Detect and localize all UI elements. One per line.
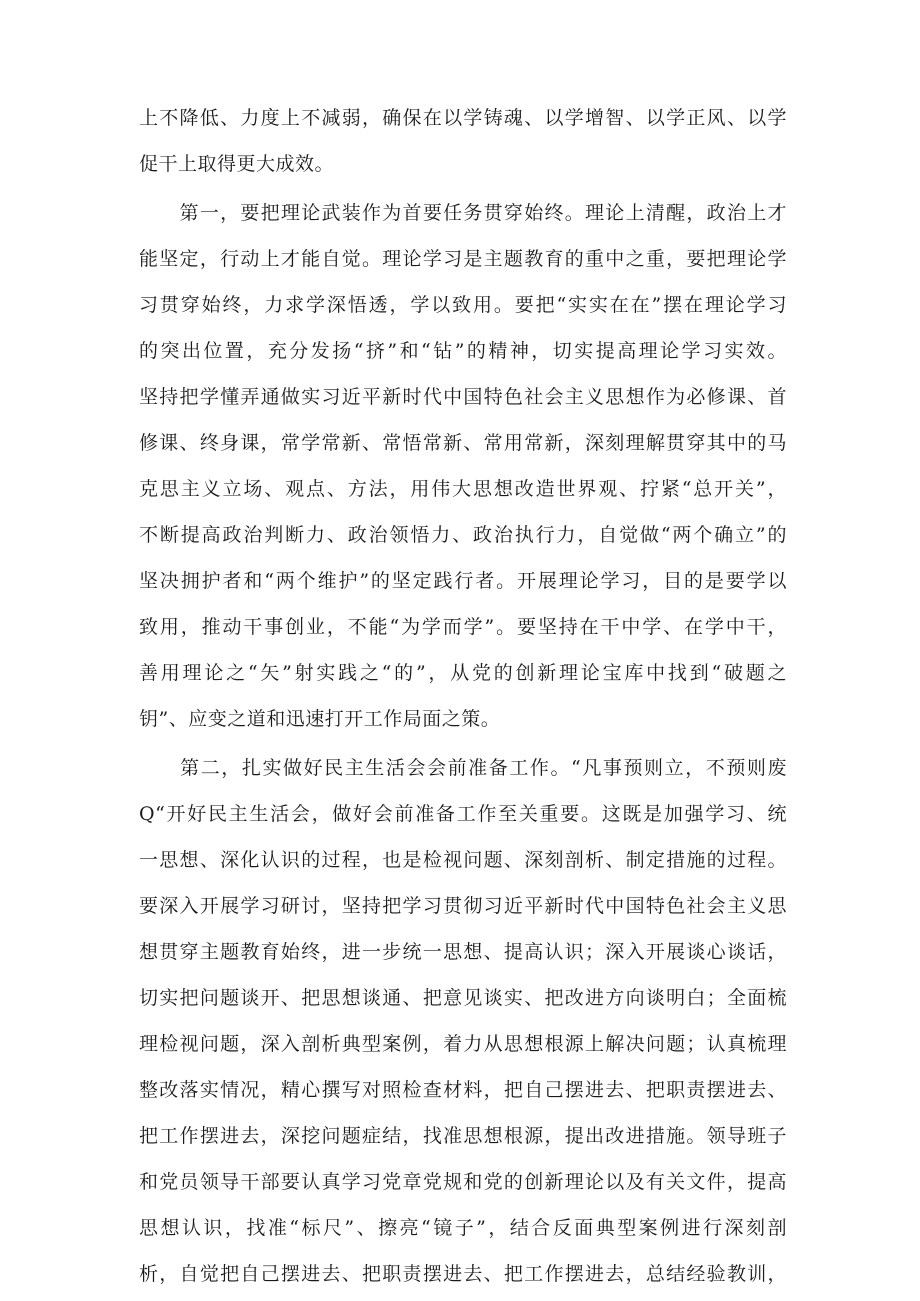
text-line: 习贯穿始终，力求学深悟透，学以致用。要把“实实在在”摆在理论学习 [139, 294, 787, 316]
text-line: 促干上取得更大成效。 [139, 153, 335, 175]
text-line: 一思想、深化认识的过程，也是检视问题、深刻剖析、制定措施的过程。 [139, 849, 787, 871]
text-line: 不断提高政治判断力、政治领悟力、政治执行力，自觉做“两个确立”的 [139, 524, 787, 546]
text-line: 思想认识，找准“标尺”、擦亮“镜子”，结合反面典型案例进行深刻剖 [139, 1217, 787, 1239]
paragraph [139, 190, 787, 742]
text-line: 析，自觉把自己摆进去、把职责摆进去、把工作摆进去，总结经验教训， [139, 1263, 787, 1285]
text-line: 坚决拥护者和“两个维护”的坚定践行者。开展理论学习，目的是要学以 [139, 570, 787, 592]
text-line: Q“开好民主生活会，做好会前准备工作至关重要。这既是加强学习、统 [139, 803, 787, 825]
text-line: 致用，推动干事创业，不能“为学而学”。要坚持在干中学、在学中干， [139, 616, 787, 638]
text-line: 整改落实情况，精心撰写对照检查材料，把自己摆进去、把职责摆进去、 [139, 1079, 787, 1101]
text-line: 把工作摆进去，深挖问题症结，找准思想根源，提出改进措施。领导班子 [139, 1125, 787, 1147]
text-line: 第二，扎实做好民主生活会会前准备工作。“凡事预则立，不预则废 [139, 757, 787, 779]
text-line: 钥”、应变之道和迅速打开工作局面之策。 [139, 708, 501, 730]
text-line: 善用理论之“矢”射实践之“的”，从党的创新理论宝库中找到“破题之 [139, 662, 787, 684]
text-line: 和党员领导干部要认真学习党章党规和党的创新理论以及有关文件，提高 [139, 1171, 787, 1193]
text-line: 的突出位置，充分发扬“挤”和“钻”的精神，切实提高理论学习实效。 [139, 340, 787, 362]
text-line: 坚持把学懂弄通做实习近平新时代中国特色社会主义思想作为必修课、首 [139, 386, 787, 408]
text-line: 能坚定，行动上才能自觉。理论学习是主题教育的重中之重，要把理论学 [139, 248, 787, 270]
document-body [139, 95, 787, 1297]
text-line: 第一，要把理论武装作为首要任务贯穿始终。理论上清醒，政治上才 [139, 202, 787, 224]
text-line: 切实把问题谈开、把思想谈通、把意见谈实、把改进方向谈明白；全面梳 [139, 987, 787, 1009]
text-line: 想贯穿主题教育始终，进一步统一思想、提高认识；深入开展谈心谈话， [139, 941, 787, 963]
text-line: 要深入开展学习研讨，坚持把学习贯彻习近平新时代中国特色社会主义思 [139, 895, 787, 917]
paragraph [139, 745, 787, 1297]
paragraph [139, 95, 787, 187]
text-line: 修课、终身课，常学常新、常悟常新、常用常新，深刻理解贯穿其中的马 [139, 432, 787, 454]
text-line: 上不降低、力度上不减弱，确保在以学铸魂、以学增智、以学正风、以学 [139, 107, 787, 129]
text-line: 理检视问题，深入剖析典型案例，着力从思想根源上解决问题；认真梳理 [139, 1033, 787, 1055]
text-line: 克思主义立场、观点、方法，用伟大思想改造世界观、拧紧“总开关”， [139, 478, 787, 500]
